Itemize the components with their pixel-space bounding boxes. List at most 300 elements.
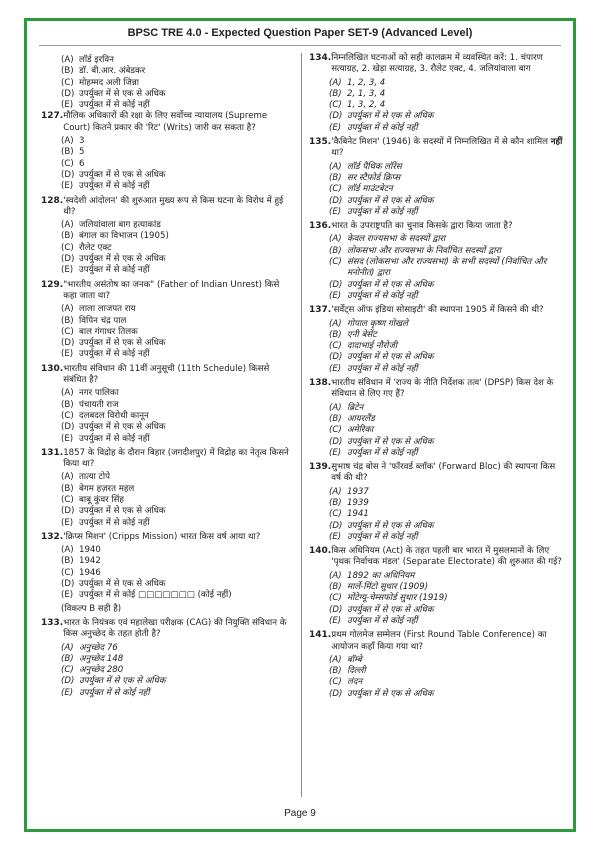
- options-list: [329, 403, 565, 459]
- option-label: (B): [61, 399, 74, 410]
- question-text-main: 'कैबिनेट मिशन' (1946) के सदस्यों में निम्नलिखित में से कौन शामिल: [331, 137, 548, 148]
- option-label: (A): [61, 472, 74, 483]
- option-text: उपर्युक्त में से एक से अधिक: [79, 169, 166, 180]
- question-text: [63, 618, 291, 641]
- option-label: (C): [61, 242, 74, 253]
- question-text-main: निम्नलिखित घटनाओं को सही कालक्रम में व्यवस्थित करें: 1. चंपारण सत्याग्रह, 2. खेड़ा सत्याग्रह, 3. रौलेट एक्ट, 4. जलियांवाला बाग: [331, 53, 543, 75]
- option-label: (C): [329, 184, 342, 195]
- option-item: [61, 316, 291, 327]
- option-text: उपर्युक्त में से कोई नहीं: [347, 122, 418, 133]
- option-text: संसद (लोकसभा और राज्यसभा) के सभी सदस्यों (निर्वाचित और मनोनीत) द्वारा: [347, 257, 547, 279]
- option-label: (D): [329, 688, 343, 699]
- question-text: [331, 137, 565, 160]
- option-text: ब्रिटेन: [347, 402, 364, 413]
- page-frame: [24, 18, 576, 832]
- option-item: [61, 590, 291, 601]
- option-item: [61, 556, 291, 567]
- option-label: (C): [61, 567, 74, 578]
- option-text: 1946: [79, 567, 101, 578]
- option-item: [61, 243, 291, 254]
- option-text: बेगम हज़रत महल: [79, 483, 135, 494]
- option-item: [329, 291, 565, 302]
- option-label: (C): [329, 593, 342, 604]
- option-item: [61, 388, 291, 399]
- question-text: [63, 196, 291, 219]
- option-label: (E): [329, 290, 342, 301]
- option-label: (B): [61, 147, 74, 158]
- question-number: 140.: [309, 546, 332, 557]
- question-block: [309, 137, 565, 218]
- option-item: [61, 484, 291, 495]
- question-text-main: भारतीय संविधान में 'राज्य के नीति निर्देशक तत्व' (DPSP) किस देश के संविधान से लिए गए हैं?: [331, 378, 554, 400]
- option-text: 1939: [347, 497, 369, 508]
- option-label: (A): [329, 234, 342, 245]
- question-number: 134.: [309, 53, 332, 63]
- option-label: (D): [329, 436, 343, 447]
- carry-over-options: [61, 55, 291, 111]
- question-number: 131.: [41, 447, 64, 458]
- options-list: [61, 304, 291, 360]
- option-text: मार्ले-मिंटो सुधार (1909): [347, 582, 429, 593]
- option-item: [61, 181, 291, 192]
- option-text: गोपाल कृष्ण गोखले: [347, 318, 408, 329]
- question-row: [309, 378, 565, 401]
- option-label: (D): [329, 279, 343, 290]
- option-item: [61, 676, 291, 687]
- option-item: [329, 437, 565, 448]
- option-item: [61, 304, 291, 315]
- option-item: [329, 509, 565, 520]
- option-item: [329, 196, 565, 207]
- column-divider: [301, 53, 302, 797]
- question-text: [331, 462, 565, 485]
- option-item: [329, 593, 565, 604]
- question-block: [309, 378, 565, 459]
- question-block: [309, 546, 565, 627]
- option-text: उपर्युक्त में से एक से अधिक: [79, 676, 166, 687]
- option-item: [329, 257, 565, 280]
- option-item: [61, 265, 291, 276]
- options-list: [329, 319, 565, 375]
- option-item: [61, 89, 291, 100]
- option-text: 1, 2, 3, 4: [347, 77, 386, 88]
- option-text: 1940: [79, 545, 101, 556]
- option-item: [329, 616, 565, 627]
- question-row: [309, 137, 565, 160]
- page-number: Page 9: [284, 808, 316, 819]
- option-item: [329, 582, 565, 593]
- option-text: पंचायती राज: [79, 399, 119, 410]
- question-row: [41, 618, 291, 641]
- right-column: [309, 53, 565, 703]
- option-text: उपर्युक्त में से कोई नहीं: [347, 447, 418, 458]
- option-item: [329, 403, 565, 414]
- option-label: (B): [329, 245, 342, 256]
- option-label: (A): [61, 55, 74, 65]
- option-label: (E): [329, 122, 342, 133]
- option-text: बाल गंगाधर तिलक: [79, 326, 138, 337]
- option-label: (E): [61, 433, 74, 444]
- option-item: [329, 448, 565, 459]
- option-text: लॉर्ड इरविन: [79, 55, 114, 65]
- question-row: [309, 305, 565, 316]
- option-label: (A): [329, 77, 342, 88]
- question-number: 128.: [41, 195, 64, 206]
- option-text: उपर्युक्त में से कोई नहीं: [79, 433, 150, 444]
- option-item: [61, 55, 291, 66]
- option-item: [61, 78, 291, 89]
- option-text: बंगाल का विभाजन (1905): [79, 231, 169, 242]
- option-text: 5: [79, 147, 85, 158]
- question-block: [309, 53, 565, 134]
- option-label: (C): [329, 425, 342, 436]
- option-item: [61, 579, 291, 590]
- option-item: [329, 341, 565, 352]
- option-item: [61, 147, 291, 158]
- question-row: [309, 462, 565, 485]
- option-label: (E): [61, 590, 74, 601]
- option-item: [61, 545, 291, 556]
- option-item: [61, 220, 291, 231]
- option-label: (A): [329, 654, 342, 665]
- question-row: [41, 111, 291, 134]
- option-label: (C): [61, 494, 74, 505]
- question-row: [41, 280, 291, 303]
- option-text: अमेरिका: [347, 425, 374, 436]
- question-number: 136.: [309, 221, 332, 232]
- option-text: बाबू कुंवर सिंह: [79, 494, 124, 505]
- option-text: जलियांवाला बाग हत्याकांड: [79, 220, 161, 231]
- option-label: (B): [61, 653, 74, 664]
- question-text-main: भारतीय संविधान की 11वीं अनुसूची (11th Schedule) किससे संबंधित है?: [63, 363, 270, 386]
- option-label: (A): [329, 486, 342, 497]
- question-block: [309, 305, 565, 375]
- option-text: उपर्युक्त में से कोई नहीं: [347, 531, 418, 542]
- option-label: (C): [329, 509, 342, 520]
- question-text-main: 'क्रिप्स मिशन' (Cripps Mission) भारत किस वर्ष आया था?: [63, 531, 261, 542]
- question-number: 138.: [309, 378, 332, 389]
- question-block: [41, 448, 291, 529]
- options-list: [61, 388, 291, 444]
- option-text: उपर्युक्त में से कोई नहीं: [347, 206, 418, 217]
- question-text: [63, 111, 291, 134]
- option-label: (A): [61, 304, 74, 315]
- question-number: 129.: [41, 279, 64, 290]
- header-rule: [39, 45, 561, 46]
- left-column: [41, 53, 291, 702]
- option-item: [61, 665, 291, 676]
- option-label: (B): [61, 315, 74, 326]
- option-item: [329, 532, 565, 543]
- option-text: उपर्युक्त में से कोई □□□□□□□ (कोई नहीं): [79, 590, 232, 601]
- option-item: [329, 280, 565, 291]
- question-block: [41, 280, 291, 361]
- option-label: (E): [329, 206, 342, 217]
- option-label: (D): [329, 195, 343, 206]
- option-text: लाला लाजपत राय: [79, 304, 136, 315]
- option-text: उपर्युक्त में से एक से अधिक: [79, 579, 166, 590]
- options-list: [329, 655, 565, 700]
- option-item: [61, 254, 291, 265]
- option-text: अनुच्छेद 148: [79, 653, 124, 664]
- option-text: रौलेट एक्ट: [79, 242, 112, 253]
- question-text: [331, 53, 565, 76]
- option-text: उपर्युक्त में से कोई नहीं: [347, 290, 418, 301]
- option-text: 6: [79, 158, 85, 169]
- question-text-emphasis: नहीं: [550, 137, 563, 148]
- question-block: [41, 196, 291, 277]
- options-list: [329, 571, 565, 627]
- option-item: [61, 349, 291, 360]
- option-label: (A): [61, 220, 74, 231]
- option-label: (D): [61, 338, 75, 349]
- option-text: उपर्युक्त में से एक से अधिक: [347, 604, 434, 615]
- option-text: उपर्युक्त में से एक से अधिक: [79, 254, 166, 265]
- question-text: [63, 364, 291, 387]
- option-item: [61, 170, 291, 181]
- question-text: [331, 305, 565, 316]
- option-text: अनुच्छेद 280: [79, 665, 124, 676]
- option-label: (C): [329, 341, 342, 352]
- options-list: [61, 472, 291, 528]
- option-label: (D): [61, 676, 75, 687]
- option-text: उपर्युक्त में से कोई नहीं: [79, 265, 150, 276]
- option-label: (B): [329, 666, 342, 677]
- option-label: (E): [61, 349, 74, 360]
- option-text: उपर्युक्त में से कोई नहीं: [347, 363, 418, 374]
- option-text: उपर्युक्त में से एक से अधिक: [347, 195, 434, 206]
- option-text: उपर्युक्त में से एक से अधिक: [79, 506, 166, 517]
- option-text: 2, 1, 3, 4: [347, 88, 386, 99]
- option-label: (A): [329, 161, 342, 172]
- option-text: उपर्युक्त में से कोई नहीं: [79, 181, 150, 192]
- option-item: [329, 487, 565, 498]
- options-list: [329, 234, 565, 302]
- question-text: [63, 280, 291, 303]
- option-text: 1, 3, 2, 4: [347, 100, 386, 111]
- option-item: [329, 364, 565, 375]
- option-label: (C): [61, 326, 74, 337]
- option-label: (B): [61, 483, 74, 494]
- option-text: उपर्युक्त में से कोई नहीं: [79, 517, 150, 528]
- option-item: [329, 605, 565, 616]
- option-item: [61, 434, 291, 445]
- option-text: उपर्युक्त में से एक से अधिक: [347, 111, 434, 122]
- option-item: [61, 654, 291, 665]
- option-item: [329, 234, 565, 245]
- question-row: [41, 196, 291, 219]
- option-text: विपिन चंद्र पाल: [79, 315, 127, 326]
- option-label: (D): [61, 88, 75, 99]
- option-item: [329, 655, 565, 666]
- question-block: [309, 221, 565, 302]
- option-text: उपर्युक्त में से एक से अधिक: [347, 520, 434, 531]
- option-item: [329, 319, 565, 330]
- option-item: [61, 643, 291, 654]
- option-text: अनुच्छेद 76: [79, 642, 118, 653]
- option-item: [329, 677, 565, 688]
- option-text: उपर्युक्त में से एक से अधिक: [79, 338, 166, 349]
- question-text: [331, 221, 565, 232]
- option-text: उपर्युक्त में से एक से अधिक: [347, 436, 434, 447]
- option-label: (D): [61, 254, 75, 265]
- option-text: दिल्ली: [347, 666, 366, 677]
- question-text: [331, 630, 565, 653]
- option-label: (E): [61, 265, 74, 276]
- option-label: (C): [61, 665, 74, 676]
- option-text: उपर्युक्त में से कोई नहीं: [79, 349, 150, 360]
- question-text-tail: था?: [331, 148, 344, 159]
- question-text: [331, 378, 565, 401]
- options-list: [61, 136, 291, 192]
- option-label: (D): [329, 111, 343, 122]
- option-label: (B): [329, 172, 342, 183]
- options-list: [329, 487, 565, 543]
- question-text-main: मौलिक अधिकारों की रक्षा के लिए सर्वोच्च न्यायालय (Supreme Court) कितने प्रकार की 'रिट' (Writs) जारी कर सकता है?: [63, 111, 268, 133]
- question-row: [41, 364, 291, 387]
- question-block: [41, 532, 291, 615]
- option-text: उपर्युक्त में से कोई नहीं: [347, 615, 418, 626]
- question-block: [41, 618, 291, 699]
- option-text: आयरलैंड: [347, 413, 375, 424]
- option-item: [329, 184, 565, 195]
- option-label: (D): [61, 506, 75, 517]
- option-label: (E): [329, 615, 342, 626]
- option-text: मोंटेग्यू-चेम्सफोर्ड सुधार (1919): [347, 593, 448, 604]
- question-number: 132.: [41, 531, 64, 542]
- question-block: [309, 462, 565, 543]
- question-block: [309, 630, 565, 700]
- option-label: (B): [329, 497, 342, 508]
- option-text: उपर्युक्त में से एक से अधिक: [347, 279, 434, 290]
- option-label: (A): [61, 642, 74, 653]
- option-text: मोहम्मद अली जिन्ना: [79, 77, 140, 88]
- question-row: [309, 546, 565, 569]
- option-text: लोकसभा और राज्यसभा के निर्वाचित सदस्यों द्वारा: [347, 245, 502, 256]
- question-number: 127.: [41, 111, 64, 122]
- option-item: [329, 100, 565, 111]
- question-text-main: 'स्वदेशी आंदोलन' की शुरुआत मुख्य रूप से किस घटना के विरोध में हुई थी?: [63, 195, 284, 217]
- question-block: [41, 111, 291, 192]
- option-label: (D): [329, 604, 343, 615]
- question-row: [309, 221, 565, 232]
- option-item: [329, 173, 565, 184]
- options-list: [61, 545, 291, 601]
- question-row: [41, 448, 291, 471]
- option-label: (E): [61, 687, 74, 698]
- option-item: [61, 411, 291, 422]
- option-item: [61, 231, 291, 242]
- option-label: (A): [61, 136, 74, 147]
- option-text: 3: [79, 136, 85, 147]
- option-text: उपर्युक्त में से एक से अधिक: [347, 688, 434, 699]
- question-text-main: 'सर्वेंट्स ऑफ इंडिया सोसाइटी' की स्थापना 1905 में किसने की थी?: [331, 305, 544, 316]
- option-item: [329, 123, 565, 134]
- question-block: [41, 364, 291, 445]
- question-number: 137.: [309, 305, 332, 316]
- option-text: लंदन: [347, 677, 363, 688]
- option-text: बॉम्बे: [347, 654, 362, 665]
- option-text: उपर्युक्त में से एक से अधिक: [79, 88, 166, 99]
- question-text-main: प्रथम गोलमेज सम्मेलन (First Round Table Conference) का आयोजन कहाँ किया गया था?: [331, 630, 547, 652]
- options-list: [61, 220, 291, 276]
- option-label: (C): [329, 677, 342, 688]
- option-text: एनी बेसेंट: [347, 329, 377, 340]
- option-label: (B): [329, 329, 342, 340]
- question-number: 141.: [309, 630, 332, 641]
- page-header: BPSC TRE 4.0 - Expected Question Paper SET-9 (Advanced Level): [127, 27, 473, 39]
- option-label: (B): [329, 88, 342, 99]
- question-row: [309, 53, 565, 76]
- option-label: (E): [61, 517, 74, 528]
- question-text-main: भारत के उपराष्ट्रपति का चुनाव किसके द्वारा किया जाता है?: [331, 221, 513, 232]
- option-item: [329, 352, 565, 363]
- option-text: दादाभाई नौरोजी: [347, 341, 398, 352]
- option-item: [329, 89, 565, 100]
- option-label: (A): [329, 318, 342, 329]
- option-label: (C): [61, 410, 74, 421]
- option-text: लॉर्ड पैथिक लॉरेंस: [347, 161, 402, 172]
- question-number: 135.: [309, 137, 332, 148]
- option-item: [329, 689, 565, 700]
- question-text-main: भारत के नियंत्रक एवं महालेखा परीक्षक (CAG) की नियुक्ति संविधान के किस अनुच्छेद के तहत होती है?: [63, 617, 287, 640]
- option-label: (E): [329, 363, 342, 374]
- option-item: [61, 66, 291, 77]
- option-item: [329, 207, 565, 218]
- option-item: [329, 666, 565, 677]
- option-item: [329, 162, 565, 173]
- option-label: (A): [329, 402, 342, 413]
- option-label: (A): [61, 388, 74, 399]
- option-text: डॉ. बी.आर. अंबेडकर: [79, 66, 146, 77]
- option-item: [329, 78, 565, 89]
- option-text: उपर्युक्त में से कोई नहीं: [79, 100, 150, 111]
- option-item: [61, 568, 291, 579]
- question-row: [41, 532, 291, 543]
- option-item: [329, 111, 565, 122]
- option-label: (C): [61, 77, 74, 88]
- option-item: [61, 506, 291, 517]
- option-label: (B): [329, 582, 342, 593]
- option-item: [61, 159, 291, 170]
- option-item: [329, 521, 565, 532]
- option-text: सर स्टैफोर्ड क्रिप्स: [347, 172, 401, 183]
- option-text: तात्या टोपे: [79, 472, 110, 483]
- option-label: (E): [61, 181, 74, 192]
- question-text-main: किस अधिनियम (Act) के तहत पहली बार भारत में मुसलमानों के लिए 'पृथक निर्वाचक मंडल' (Separate Electorate) की शुरुआत की गई?: [331, 546, 562, 568]
- option-item: [61, 495, 291, 506]
- option-label: (D): [61, 169, 75, 180]
- option-item: [61, 100, 291, 111]
- option-label: (D): [61, 422, 75, 433]
- option-label: (B): [61, 556, 74, 567]
- option-text: नगर पालिका: [79, 388, 119, 399]
- option-label: (D): [329, 352, 343, 363]
- option-label: (B): [329, 413, 342, 424]
- option-text: 1937: [347, 486, 369, 497]
- question-number: 139.: [309, 462, 332, 473]
- question-text: [63, 532, 291, 543]
- option-text: उपर्युक्त में से एक से अधिक: [79, 422, 166, 433]
- option-text: उपर्युक्त में से एक से अधिक: [347, 352, 434, 363]
- option-label: (B): [61, 231, 74, 242]
- option-item: [61, 518, 291, 529]
- option-label: (E): [61, 100, 74, 111]
- option-text: उपर्युक्त में से कोई नहीं: [79, 687, 150, 698]
- option-label: (A): [329, 570, 342, 581]
- question-number: 130.: [41, 363, 64, 374]
- option-label: (B): [61, 66, 74, 77]
